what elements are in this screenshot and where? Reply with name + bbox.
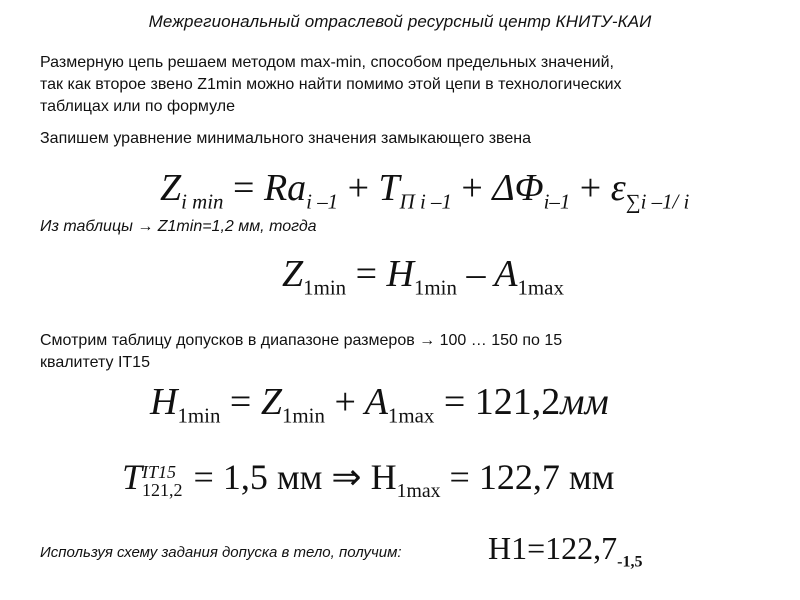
formula-symbol: H bbox=[150, 381, 178, 423]
result-tolerance: -1,5 bbox=[617, 553, 643, 571]
formula-operator: + bbox=[579, 167, 602, 209]
table-value-text: Из таблицы → Z1min=1,2 мм, тогда bbox=[40, 218, 317, 235]
formula-unit: мм bbox=[560, 381, 609, 423]
formula-operator: = bbox=[233, 167, 255, 209]
formula-subscript: i –1 bbox=[306, 189, 339, 214]
formula-symbol: A bbox=[494, 253, 518, 295]
formula-subscript: 1min bbox=[281, 403, 325, 428]
tolerance-paragraph bbox=[40, 330, 562, 374]
formula-symbol: Z bbox=[260, 381, 282, 423]
formula-subscript: 1min bbox=[413, 275, 457, 300]
formula-operator: + bbox=[334, 381, 356, 423]
intro-line-2: так как второе звено Z1min можно найти помимо этой цепи в технологических bbox=[40, 76, 622, 93]
formula-value: 121,2 bbox=[474, 381, 561, 423]
intro-line-1: Размерную цепь решаем методом max-min, способом предельных значений, bbox=[40, 54, 614, 71]
formula-h1-max bbox=[122, 456, 615, 503]
formula-subscript: 1max bbox=[396, 480, 441, 503]
intro-paragraph bbox=[40, 52, 622, 118]
formula-subscript: 1max bbox=[387, 403, 435, 428]
formula-symbol: Z bbox=[160, 167, 182, 209]
formula-subscript: 121,2 bbox=[142, 479, 183, 500]
formula-subscript: 1max bbox=[517, 275, 564, 300]
formula-symbol: T bbox=[122, 457, 143, 497]
formula-subscript: П i –1 bbox=[399, 189, 452, 214]
formula-h1-min bbox=[150, 380, 609, 428]
formula-operator: + bbox=[347, 167, 370, 209]
tolerance-line-2: квалитету IT15 bbox=[40, 354, 150, 371]
formula-subscript: i–1 bbox=[543, 189, 571, 214]
formula-operator: – bbox=[466, 253, 486, 295]
formula-operator: = bbox=[443, 381, 466, 423]
equation-intro-text: Запишем уравнение минимального значения замыкающего звена bbox=[40, 130, 531, 147]
formula-symbol: T bbox=[378, 167, 400, 209]
page-header: Межрегиональный отраслевой ресурсный центр КНИТУ-КАИ bbox=[148, 12, 652, 31]
formula-symbol: ΔΦ bbox=[492, 167, 544, 209]
formula-superscript: IT15 bbox=[142, 461, 177, 482]
formula-z-min-general bbox=[160, 166, 690, 214]
formula-subscript: 1min bbox=[303, 275, 347, 300]
intro-line-3: таблицах или по формуле bbox=[40, 98, 235, 115]
formula-symbol: A bbox=[364, 381, 388, 423]
formula-symbol: Ra bbox=[263, 167, 307, 209]
formula-value: 1,5 мм bbox=[222, 457, 323, 497]
formula-symbol: H bbox=[386, 253, 414, 295]
result-value: H1=122,7 bbox=[488, 530, 618, 566]
formula-operator: = bbox=[193, 457, 214, 497]
formula-value: 122,7 мм bbox=[478, 457, 615, 497]
final-result-label: Используя схему задания допуска в тело, получим: bbox=[40, 544, 402, 561]
formula-operator: = bbox=[449, 457, 470, 497]
formula-symbol: Z bbox=[282, 253, 304, 295]
formula-subscript: i min bbox=[181, 189, 224, 214]
formula-symbol: H bbox=[370, 457, 397, 497]
implies-arrow: ⇒ bbox=[331, 457, 362, 497]
formula-operator: = bbox=[229, 381, 252, 423]
formula-z1-min bbox=[282, 252, 564, 300]
formula-operator: + bbox=[461, 167, 483, 209]
formula-operator: = bbox=[355, 253, 378, 295]
formula-symbol: ε bbox=[610, 167, 626, 209]
formula-subscript: ∑i –1/ i bbox=[625, 189, 690, 214]
tolerance-line-1: Смотрим таблицу допусков в диапазоне размеров → 100 … 150 по 15 bbox=[40, 332, 563, 349]
formula-subscript: 1min bbox=[177, 403, 221, 428]
final-result-formula bbox=[488, 530, 643, 571]
